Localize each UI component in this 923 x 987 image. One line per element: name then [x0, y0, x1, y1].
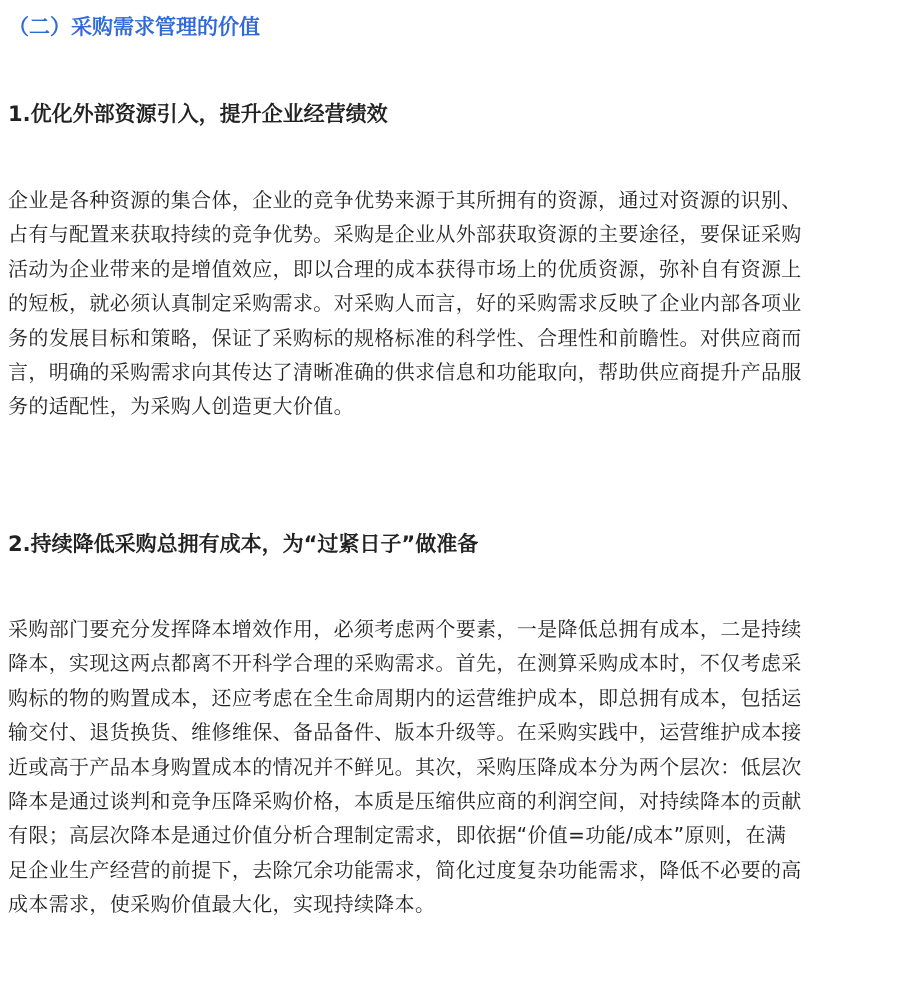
paragraph-2-line-4: 输交付、退货换货、维修维保、备品备件、版本升级等。在采购实践中，运营维护成本接 — [8, 720, 802, 745]
paragraph-2-line-6: 降本是通过谈判和竞争压降采购价格，本质是压缩供应商的利润空间，对持续降本的贡献 — [8, 788, 802, 813]
paragraph-1-line-6: 言，明确的采购需求向其传达了清晰准确的供求信息和功能取向，帮助供应商提升产品服 — [8, 359, 802, 384]
paragraph-2-line-3: 购标的物的购置成本，还应考虑在全生命周期内的运营维护成本，即总拥有成本，包括运 — [8, 685, 802, 710]
paragraph-1-line-3: 活动为企业带来的是增值效应，即以合理的成本获得市场上的优质资源，弥补自有资源上 — [8, 256, 802, 281]
paragraph-2-line-1: 采购部门要充分发挥降本增效作用，必须考虑两个要素，一是降低总拥有成本，二是持续 — [8, 617, 802, 641]
paragraph-1-line-1: 企业是各种资源的集合体，企业的竞争优势来源于其所拥有的资源，通过对资源的识别、 — [8, 188, 802, 212]
paragraph-2 — [8, 612, 920, 922]
paragraph-1-line-7: 务的适配性，为采购人创造更大价值。 — [8, 394, 354, 419]
paragraph-2-line-7: 有限；高层次降本是通过价值分析合理制定需求，即依据“价值=功能/成本”原则，在满 — [8, 823, 787, 848]
paragraph-2-line-9: 成本需求，使采购价值最大化，实现持续降本。 — [8, 892, 436, 917]
paragraph-1-line-4: 的短板，就必须认真制定采购需求。对采购人而言，好的采购需求反映了企业内部各项业 — [8, 291, 802, 316]
paragraph-1-line-5: 务的发展目标和策略，保证了采购标的规格标准的科学性、合理性和前瞻性。对供应商而 — [8, 325, 802, 350]
heading-2: 2.持续降低采购总拥有成本，为“过紧日子”做准备 — [8, 532, 479, 556]
section-title: （二）采购需求管理的价值 — [8, 15, 260, 39]
paragraph-1 — [8, 183, 920, 424]
paragraph-2-line-2: 降本，实现这两点都离不开科学合理的采购需求。首先，在测算采购成本时，不仅考虑采 — [8, 651, 802, 676]
paragraph-2-line-5: 近或高于产品本身购置成本的情况并不鲜见。其次，采购压降成本分为两个层次：低层次 — [8, 754, 802, 779]
paragraph-1-line-2: 占有与配置来获取持续的竞争优势。采购是企业从外部获取资源的主要途径，要保证采购 — [8, 222, 802, 247]
heading-1: 1.优化外部资源引入，提升企业经营绩效 — [8, 102, 388, 126]
paragraph-2-line-8: 足企业生产经营的前提下，去除冗余功能需求，简化过度复杂功能需求，降低不必要的高 — [8, 857, 802, 882]
